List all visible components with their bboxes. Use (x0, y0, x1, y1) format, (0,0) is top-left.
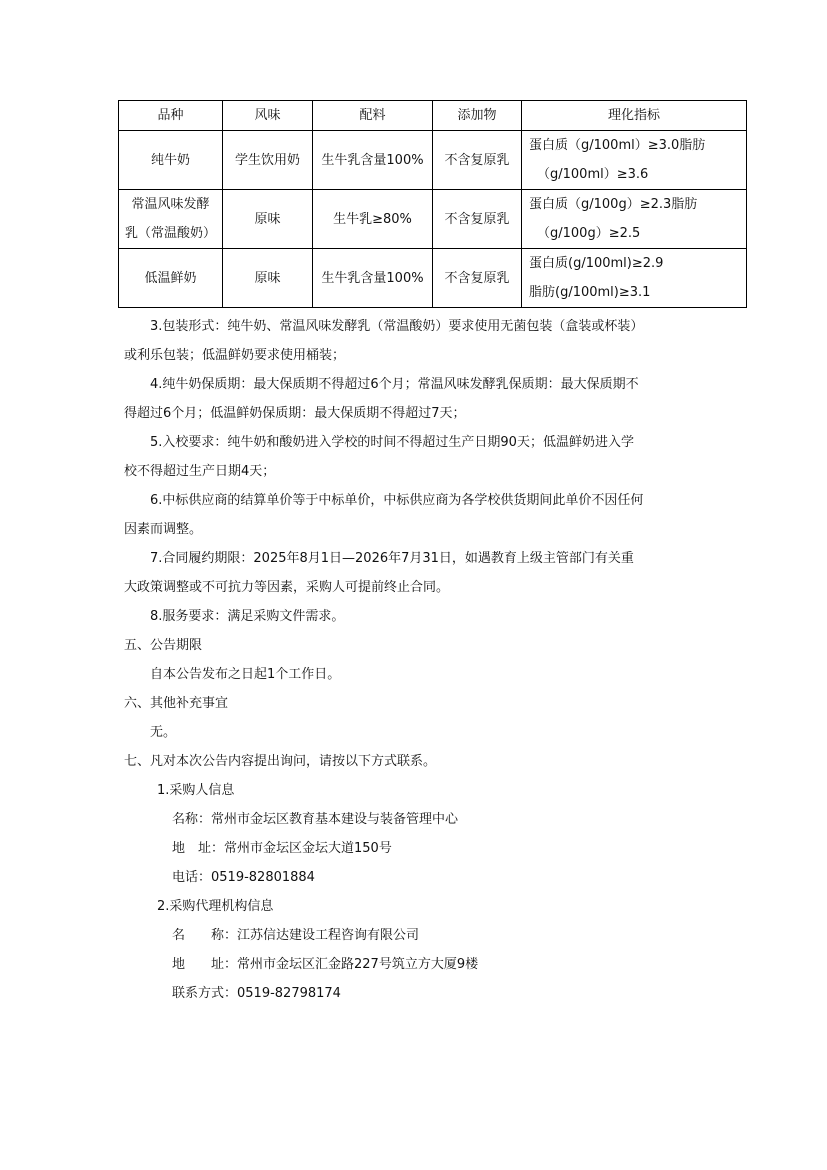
header-flavor: 风味 (223, 101, 313, 131)
contract-period-text-cont: 大政策调整或不可抗力等因素，采购人可提前终止合同。 (124, 580, 450, 595)
header-ingredients: 配料 (313, 101, 433, 131)
variety-line: 乳（常温酸奶） (124, 226, 216, 241)
school-entry-text-cont: 校不得超过生产日期4天； (124, 464, 276, 479)
purchaser-info-heading: 1.采购人信息 (157, 783, 235, 798)
section-body: 无。 (150, 725, 177, 740)
agency-name: 名 称：江苏信达建设工程咨询有限公司 (172, 928, 420, 943)
table-row (119, 190, 747, 249)
purchaser-name: 名称：常州市金坛区教育基本建设与装备管理中心 (172, 812, 459, 827)
cell-spec (522, 249, 747, 308)
section-body: 自本公告发布之日起1个工作日。 (150, 667, 341, 682)
service-requirement-text: 8.服务要求：满足采购文件需求。 (150, 609, 345, 624)
cell-additives: 不含复原乳 (433, 190, 522, 249)
cell-spec (522, 190, 747, 249)
spec-line: （g/100ml）≥3.6 (537, 167, 649, 182)
spec-line: 脂肪(g/100ml)≥3.1 (529, 285, 651, 300)
table-row (119, 249, 747, 308)
table-header-row (119, 101, 747, 131)
spec-line: 蛋白质(g/100ml)≥2.9 (529, 256, 664, 271)
cell-flavor: 学生饮用奶 (223, 131, 313, 190)
settlement-text: 6.中标供应商的结算单价等于中标单价，中标供应商为各学校供货期间此单价不因任何 (150, 493, 644, 508)
school-entry-text: 5.入校要求：纯牛奶和酸奶进入学校的时间不得超过生产日期90天；低温鲜奶进入学 (150, 435, 634, 450)
agency-phone: 联系方式：0519-82798174 (172, 986, 341, 1001)
contract-period-text: 7.合同履约期限：2025年8月1日—2026年7月31日，如遇教育上级主管部门有关重 (150, 551, 634, 566)
cell-variety: 纯牛奶 (119, 131, 223, 190)
spec-line: （g/100g）≥2.5 (537, 226, 641, 241)
agency-address: 地 址：常州市金坛区汇金路227号筑立方大厦9楼 (172, 957, 479, 972)
product-spec-table (118, 100, 747, 308)
header-additives: 添加物 (433, 101, 522, 131)
shelf-life-text-cont: 得超过6个月；低温鲜奶保质期：最大保质期不得超过7天； (124, 406, 466, 421)
cell-spec (522, 131, 747, 190)
cell-flavor: 原味 (223, 190, 313, 249)
purchaser-phone: 电话：0519-82801884 (172, 870, 315, 885)
cell-flavor: 原味 (223, 249, 313, 308)
header-variety: 品种 (119, 101, 223, 131)
table-row (119, 131, 747, 190)
packaging-text-cont: 或利乐包装；低温鲜奶要求使用桶装； (124, 348, 346, 363)
section-heading: 七、凡对本次公告内容提出询问，请按以下方式联系。 (124, 754, 437, 769)
variety-line: 常温风味发酵 (131, 197, 210, 212)
shelf-life-text: 4.纯牛奶保质期：最大保质期不得超过6个月；常温风味发酵乳保质期：最大保质期不 (150, 377, 639, 392)
header-spec: 理化指标 (522, 101, 747, 131)
spec-line: 蛋白质（g/100ml）≥3.0脂肪 (529, 138, 706, 153)
agency-info-heading: 2.采购代理机构信息 (157, 899, 274, 914)
section-heading: 五、公告期限 (124, 638, 203, 653)
settlement-text-cont: 因素而调整。 (124, 522, 203, 537)
cell-variety (119, 190, 223, 249)
cell-ingredients: 生牛乳含量100% (313, 249, 433, 308)
cell-additives: 不含复原乳 (433, 249, 522, 308)
cell-ingredients: 生牛乳含量100% (313, 131, 433, 190)
spec-line: 蛋白质（g/100g）≥2.3脂肪 (529, 197, 698, 212)
section-heading: 六、其他补充事宜 (124, 696, 229, 711)
packaging-text: 3.包装形式：纯牛奶、常温风味发酵乳（常温酸奶）要求使用无菌包装（盒装或杯装） (150, 319, 644, 334)
purchaser-address: 地 址：常州市金坛区金坛大道150号 (172, 841, 392, 856)
cell-ingredients: 生牛乳≥80% (313, 190, 433, 249)
cell-additives: 不含复原乳 (433, 131, 522, 190)
cell-variety: 低温鲜奶 (119, 249, 223, 308)
